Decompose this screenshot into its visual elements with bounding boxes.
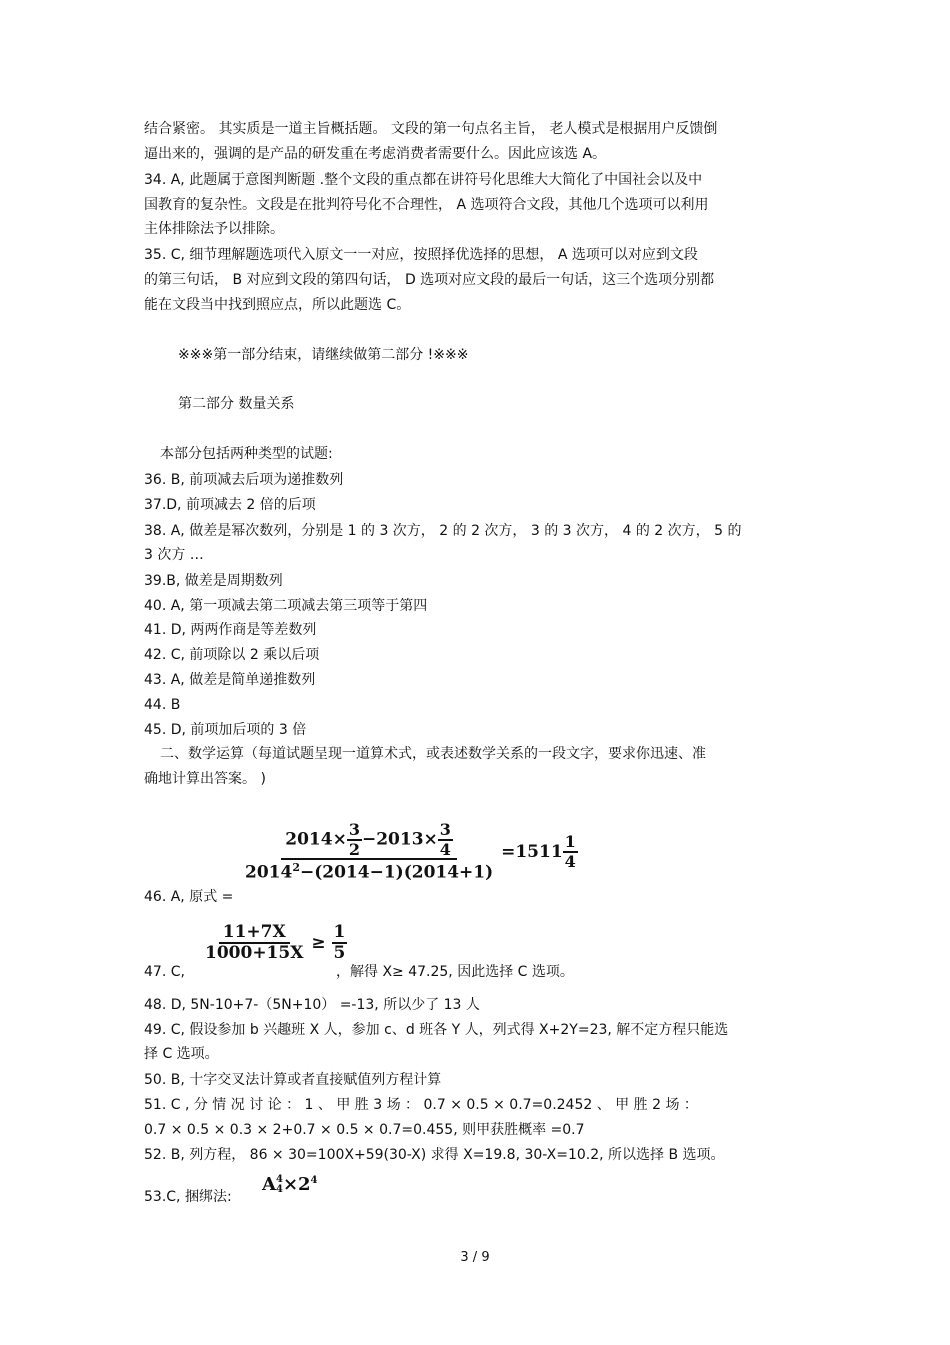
- answer-39: 39.B, 做差是周期数列: [144, 573, 283, 589]
- formula-result: =1511: [501, 841, 563, 862]
- answer-48: 48. D, 5N-10+7-（5N+10） =-13, 所以少了 13 人: [144, 997, 480, 1013]
- text-line: 确地计算出答案。 ): [144, 771, 266, 787]
- inequality-fraction: [203, 924, 305, 963]
- fraction-numerator: 1: [333, 922, 346, 942]
- exponent: 2: [292, 861, 300, 875]
- section-heading: 第二部分 数量关系: [178, 396, 295, 412]
- formula-term: A: [262, 1174, 276, 1195]
- fraction-3-2: [347, 822, 362, 858]
- main-fraction: [243, 822, 495, 883]
- fraction-denominator: [243, 860, 495, 882]
- answer-49: 49. C, 假设参加 b 兴趣班 X 人，参加 c、d 班各 Y 人，列式得 X+2Y=23, 解不定方程只能选: [144, 1022, 729, 1038]
- fraction-numerator: 11+7X: [219, 924, 290, 944]
- fraction-denominator: 5: [333, 942, 346, 963]
- formula-term: −2013×: [361, 829, 438, 850]
- text-line: ，解得 X≥ 47.25, 因此选择 C 选项。: [336, 964, 574, 980]
- subscript: 4: [275, 1184, 283, 1195]
- fraction-denominator: 1000+15X: [205, 942, 304, 963]
- formula-47: [203, 924, 347, 963]
- text-line: 结合紧密。 其实质是一道主旨概括题。 文段的第一句点名主旨， 老人模式是根据用户反馈倒: [144, 121, 718, 137]
- section-heading-2: 二、数学运算（每道试题呈现一道算术式，或表述数学关系的一段文字，要求你迅速、准: [160, 746, 706, 762]
- answer-47: 47. C,: [144, 964, 185, 980]
- answer-43: 43. A, 做差是简单递推数列: [144, 672, 316, 688]
- page-number: 3 / 9: [460, 1250, 490, 1265]
- answer-46: 46. A, 原式 =: [144, 889, 234, 905]
- exponent: 4: [310, 1175, 318, 1186]
- section-end-notice: ※※※第一部分结束，请继续做第二部分 !※※※: [178, 347, 469, 363]
- formula-53: [262, 1174, 318, 1195]
- answer-50: 50. B, 十字交叉法计算或者直接赋值列方程计算: [144, 1072, 442, 1088]
- answer-45: 45. D, 前项加后项的 3 倍: [144, 722, 307, 738]
- fraction-numerator: [281, 822, 457, 860]
- answer-41: 41. D, 两两作商是等差数列: [144, 622, 317, 638]
- answer-34: 34. A, 此题属于意图判断题 .整个文段的重点都在讲符号化思维大大简化了中国社会以及中: [144, 172, 703, 188]
- inequality-sign: ≥: [311, 932, 326, 953]
- formula-46: [243, 822, 578, 883]
- answer-44: 44. B: [144, 697, 181, 713]
- answer-37: 37.D, 前项减去 2 倍的后项: [144, 497, 316, 513]
- fraction-3-4: [438, 822, 453, 858]
- formula-term: −(2014−1)(2014+1): [299, 863, 494, 884]
- fraction-denominator: 4: [564, 851, 576, 871]
- section-intro: 本部分包括两种类型的试题:: [160, 446, 333, 462]
- text-line: 逼出来的，强调的是产品的研发重在考虑消费者需要什么。因此应该选 A。: [144, 146, 607, 162]
- text-line: 择 C 选项。: [144, 1046, 219, 1062]
- text-line: 能在文段当中找到照应点，所以此题选 C。: [144, 297, 411, 313]
- fraction-numerator: 3: [348, 820, 360, 839]
- text-line: 3 次方 …: [144, 547, 204, 563]
- fraction-denominator: 4: [439, 839, 451, 859]
- answer-35: 35. C, 细节理解题选项代入原文一一对应，按照择优选择的思想， A 选项可以对应到文段: [144, 247, 698, 263]
- answer-40: 40. A, 第一项减去第二项减去第三项等于第四: [144, 598, 428, 614]
- answer-38: 38. A, 做差是幂次数列，分别是 1 的 3 次方， 2 的 2 次方， 3 的 3 次方， 4 的 2 次方， 5 的: [144, 523, 742, 539]
- fraction-numerator: 1: [564, 832, 576, 852]
- answer-53: 53.C, 捆绑法:: [144, 1189, 232, 1205]
- answer-36: 36. B, 前项减去后项为递推数列: [144, 472, 344, 488]
- fraction-1-5: [332, 924, 348, 963]
- text-line: 0.7 × 0.5 × 0.3 × 2+0.7 × 0.5 × 0.7=0.455, 则甲获胜概率 =0.7: [144, 1122, 585, 1138]
- superscript: 4: [275, 1174, 283, 1185]
- formula-term: ×2: [282, 1174, 311, 1195]
- text-line: 的第三句话， B 对应到文段的第四句话， D 选项对应文段的最后一句话，这三个选项分别都: [144, 272, 715, 288]
- answer-51: 51. C , 分 情 况 讨 论 ： 1 、 甲 胜 3 场 ： 0.7 × 0.5 × 0.7=0.2452 、 甲 胜 2 场 ：: [144, 1097, 698, 1113]
- fraction-1-4: [563, 834, 578, 870]
- fraction-numerator: 3: [439, 820, 451, 839]
- text-line: 国教育的复杂性。文段是在批判符号化不合理性， A 选项符合文段，其他几个选项可以利用: [144, 197, 709, 213]
- answer-52: 52. B, 列方程， 86 × 30=100X+59(30-X) 求得 X=19.8, 30-X=10.2, 所以选择 B 选项。: [144, 1147, 725, 1163]
- formula-term: 2014×: [285, 829, 347, 850]
- fraction-denominator: 2: [348, 839, 360, 859]
- text-line: 主体排除法予以排除。: [144, 221, 284, 237]
- formula-term: 2014: [245, 863, 293, 884]
- answer-42: 42. C, 前项除以 2 乘以后项: [144, 647, 320, 663]
